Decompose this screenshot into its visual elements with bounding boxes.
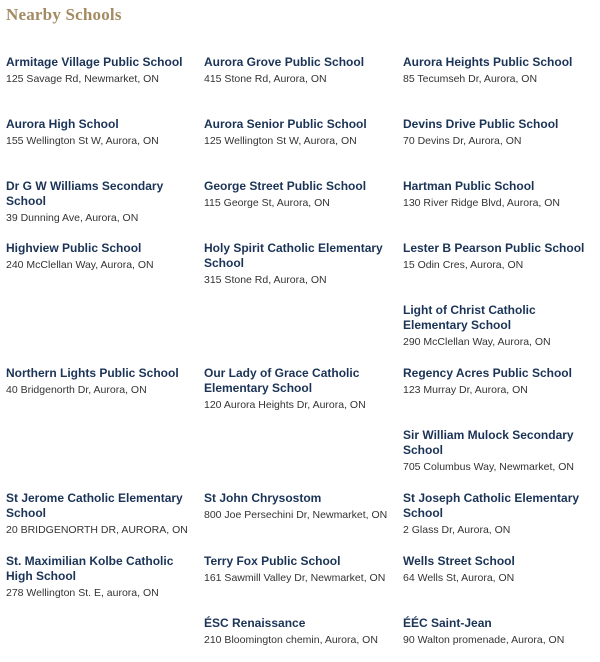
school-address: 155 Wellington St W, Aurora, ON xyxy=(6,135,159,147)
school-name-link[interactable]: Sir William Mulock Secondary School xyxy=(403,428,574,457)
school-name-link[interactable]: Hartman Public School xyxy=(403,179,535,193)
school-name-link[interactable]: George Street Public School xyxy=(204,179,367,193)
school-name-link[interactable]: St John Chrysostom xyxy=(204,491,322,505)
school-name-link[interactable]: Wells Street School xyxy=(403,554,515,568)
school-name-link[interactable]: Aurora Grove Public School xyxy=(204,55,365,69)
school-address: 800 Joe Persechini Dr, Newmarket, ON xyxy=(204,509,388,521)
school-item xyxy=(6,179,198,225)
school-address: 90 Walton promenade, Aurora, ON xyxy=(403,634,565,646)
school-address: 290 McClellan Way, Aurora, ON xyxy=(403,336,551,348)
school-address: 161 Sawmill Valley Dr, Newmarket, ON xyxy=(204,572,386,584)
school-item xyxy=(403,428,595,474)
school-address: 120 Aurora Heights Dr, Aurora, ON xyxy=(204,399,366,411)
school-item xyxy=(403,366,595,397)
school-address: 210 Bloomington chemin, Aurora, ON xyxy=(204,634,378,646)
school-item xyxy=(403,179,595,210)
school-item xyxy=(204,117,396,148)
school-name-link[interactable]: Highview Public School xyxy=(6,241,142,255)
school-item xyxy=(6,366,198,397)
school-name-link[interactable]: Aurora Heights Public School xyxy=(403,55,573,69)
school-name-link[interactable]: Dr G W Williams Secondary School xyxy=(6,179,164,208)
school-name-link[interactable]: ÉÉC Saint-Jean xyxy=(403,616,492,630)
school-address: 125 Wellington St W, Aurora, ON xyxy=(204,135,357,147)
school-name-link[interactable]: Northern Lights Public School xyxy=(6,366,179,380)
school-address: 115 George St, Aurora, ON xyxy=(204,197,330,209)
school-item xyxy=(403,491,595,537)
school-name-link[interactable]: Armitage Village Public School xyxy=(6,55,183,69)
school-address: 315 Stone Rd, Aurora, ON xyxy=(204,274,327,286)
school-address: 705 Columbus Way, Newmarket, ON xyxy=(403,461,574,473)
school-address: 64 Wells St, Aurora, ON xyxy=(403,572,515,584)
school-address: 85 Tecumseh Dr, Aurora, ON xyxy=(403,73,538,85)
school-address: 130 River Ridge Blvd, Aurora, ON xyxy=(403,197,560,209)
school-name-link[interactable]: St. Maximilian Kolbe Catholic High School xyxy=(6,554,174,583)
school-item xyxy=(204,241,396,287)
school-address: 2 Glass Dr, Aurora, ON xyxy=(403,524,511,536)
school-item xyxy=(6,241,198,272)
school-item xyxy=(204,616,396,647)
school-item xyxy=(204,491,396,522)
school-address: 125 Savage Rd, Newmarket, ON xyxy=(6,73,159,85)
school-address: 39 Dunning Ave, Aurora, ON xyxy=(6,212,139,224)
school-name-link[interactable]: Terry Fox Public School xyxy=(204,554,341,568)
school-item xyxy=(204,55,396,86)
school-name-link[interactable]: Lester B Pearson Public School xyxy=(403,241,585,255)
school-item xyxy=(403,554,595,585)
school-item xyxy=(204,554,396,585)
school-item xyxy=(403,55,595,86)
school-name-link[interactable]: St Jerome Catholic Elementary School xyxy=(6,491,183,520)
school-name-link[interactable]: St Joseph Catholic Elementary School xyxy=(403,491,580,520)
school-item xyxy=(403,616,595,647)
school-item xyxy=(6,117,198,148)
school-item xyxy=(204,366,396,412)
school-name-link[interactable]: Regency Acres Public School xyxy=(403,366,572,380)
school-item xyxy=(6,491,198,537)
school-address: 278 Wellington St. E, aurora, ON xyxy=(6,587,159,599)
school-address: 415 Stone Rd, Aurora, ON xyxy=(204,73,327,85)
section-title: Nearby Schools xyxy=(6,5,122,24)
school-name-link[interactable]: Light of Christ Catholic Elementary School xyxy=(403,303,536,332)
school-address: 20 BRIDGENORTH DR, AURORA, ON xyxy=(6,524,188,536)
school-item xyxy=(6,554,198,600)
school-address: 240 McClellan Way, Aurora, ON xyxy=(6,259,154,271)
school-name-link[interactable]: Holy Spirit Catholic Elementary School xyxy=(204,241,383,270)
school-name-link[interactable]: Aurora Senior Public School xyxy=(204,117,367,131)
school-name-link[interactable]: ÉSC Renaissance xyxy=(204,616,306,630)
school-item xyxy=(403,241,595,272)
school-item xyxy=(204,179,396,210)
school-item xyxy=(403,117,595,148)
school-item xyxy=(6,55,198,86)
school-name-link[interactable]: Our Lady of Grace Catholic Elementary School xyxy=(204,366,360,395)
school-name-link[interactable]: Aurora High School xyxy=(6,117,119,131)
school-name-link[interactable]: Devins Drive Public School xyxy=(403,117,559,131)
school-address: 15 Odin Cres, Aurora, ON xyxy=(403,259,524,271)
school-address: 123 Murray Dr, Aurora, ON xyxy=(403,384,528,396)
school-item xyxy=(403,303,595,349)
school-address: 70 Devins Dr, Aurora, ON xyxy=(403,135,522,147)
school-address: 40 Bridgenorth Dr, Aurora, ON xyxy=(6,384,147,396)
